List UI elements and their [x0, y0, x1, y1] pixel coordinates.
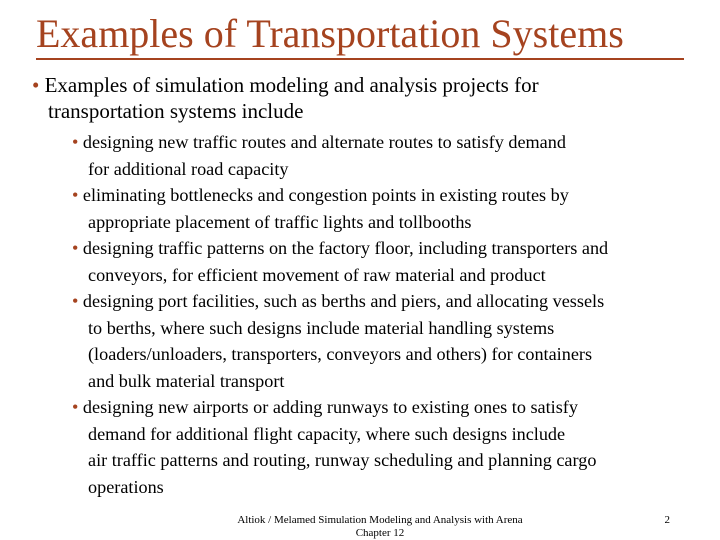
list-item-line: for additional road capacity	[88, 158, 289, 179]
bullet-icon: •	[72, 185, 79, 205]
main-bullet-line-1: Examples of simulation modeling and analysis projects for	[44, 73, 539, 97]
list-item-line: demand for additional flight capacity, where such designs include	[88, 423, 566, 444]
list-item	[72, 288, 702, 394]
list-item-line: appropriate placement of traffic lights and tollbooths	[88, 211, 472, 232]
list-item	[72, 235, 702, 288]
list-item-line: designing port facilities, such as berths and piers, and allocating vessels	[82, 291, 605, 311]
footer-chapter: Chapter 12	[355, 527, 405, 539]
list-item-line: designing traffic patterns on the factory floor, including transporters and	[82, 238, 609, 258]
bullet-icon: •	[72, 397, 79, 417]
bullet-icon: •	[72, 132, 79, 152]
bullet-icon: •	[32, 73, 40, 97]
main-bullet-line-2: transportation systems include	[48, 99, 304, 123]
list-item-line: designing new traffic routes and alternate routes to satisfy demand	[82, 132, 566, 152]
list-item-line: eliminating bottlenecks and congestion points in existing routes by	[82, 185, 569, 205]
title-underline	[36, 58, 684, 60]
list-item	[72, 182, 702, 235]
main-bullet	[32, 72, 672, 124]
slide-footer	[200, 514, 560, 540]
slide-title: Examples of Transportation Systems	[36, 11, 624, 56]
list-item	[72, 129, 702, 182]
sub-bullet-list	[72, 129, 702, 500]
list-item-line: and bulk material transport	[88, 370, 285, 391]
page-number: 2	[664, 514, 670, 526]
list-item-line: conveyors, for efficient movement of raw material and product	[88, 264, 546, 285]
list-item-line: designing new airports or adding runways to existing ones to satisfy	[82, 397, 578, 417]
list-item-line: (loaders/unloaders, transporters, conveyors and others) for containers	[88, 344, 593, 364]
list-item	[72, 394, 702, 500]
bullet-icon: •	[72, 238, 79, 258]
list-item-line: air traffic patterns and routing, runway scheduling and planning cargo	[88, 450, 597, 470]
main-bullet-text	[32, 72, 672, 124]
list-item-line: operations	[88, 476, 164, 497]
list-item-line: to berths, where such designs include material handling systems	[88, 317, 555, 338]
bullet-icon: •	[72, 291, 79, 311]
footer-citation: Altiok / Melamed Simulation Modeling and Analysis with Arena	[237, 514, 523, 526]
